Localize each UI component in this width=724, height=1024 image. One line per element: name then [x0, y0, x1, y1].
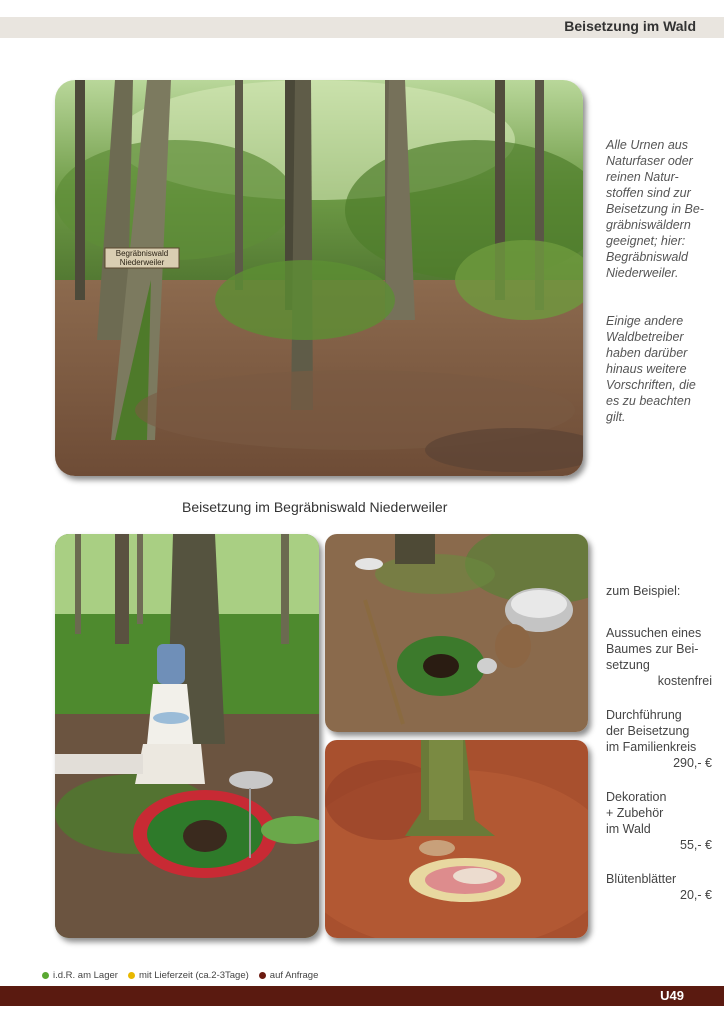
price-item-line: im Familienkreis [606, 740, 697, 754]
price-item [606, 707, 712, 771]
side-note-line: Waldbetreiber [606, 330, 684, 344]
price-list [606, 583, 712, 921]
side-note-2 [606, 313, 712, 425]
side-note-line: gilt. [606, 410, 626, 424]
price-item-line: Aussuchen eines [606, 626, 702, 640]
legend-label: auf Anfrage [269, 970, 319, 981]
availability-legend [42, 970, 318, 981]
price-item-line: der Beisetzung [606, 724, 690, 738]
price-value: 290,- € [673, 756, 712, 770]
sign-line-1: Begräbniswald [115, 249, 169, 258]
side-note-line: Naturfaser oder [606, 154, 693, 168]
legend-label: mit Lieferzeit (ca.2-3Tage) [138, 970, 249, 981]
sign-line-2: Niederweiler [119, 258, 165, 267]
price-value: 20,- € [680, 888, 712, 902]
forest-photo [55, 80, 583, 476]
price-value: kostenfrei [657, 674, 712, 688]
page-title: Beisetzung im Wald [564, 18, 696, 34]
green-dot-icon [42, 972, 49, 979]
price-item [606, 871, 712, 903]
price-item [606, 625, 712, 689]
side-note-line: reinen Natur- [606, 170, 679, 184]
footer-bar [0, 986, 724, 1006]
legend-label: i.d.R. am Lager [53, 970, 118, 981]
side-note-line: Alle Urnen aus [606, 138, 688, 152]
side-note-1 [606, 137, 712, 281]
legend-item-on-request [259, 970, 319, 981]
side-note-line: gräbniswäldern [606, 218, 691, 232]
side-note-line: haben darüber [606, 346, 688, 360]
page-number: U49 [660, 988, 684, 1003]
side-note-line: Einige andere [606, 314, 684, 328]
ceremony-photo [55, 534, 319, 938]
price-item-line: setzung [606, 658, 650, 672]
price-value: 55,- € [680, 838, 712, 852]
side-note-line: stoffen sind zur [606, 186, 691, 200]
photo-caption: Beisetzung im Begräbniswald Niederweiler [182, 499, 448, 515]
price-item-line: im Wald [606, 822, 651, 836]
side-note-line: Niederweiler. [606, 266, 679, 280]
price-item-line: Baumes zur Bei- [606, 642, 699, 656]
petals-photo [325, 740, 588, 938]
header-bar [0, 17, 724, 38]
legend-item-in-stock [42, 970, 118, 981]
price-item-line: Blütenblätter [606, 872, 677, 886]
price-item [606, 789, 712, 853]
side-note-line: hinaus weitere [606, 362, 687, 376]
price-item-line: Dekoration [606, 790, 667, 804]
brown-dot-icon [259, 972, 266, 979]
legend-item-delivery-time [128, 970, 249, 981]
yellow-dot-icon [128, 972, 135, 979]
grave-photo [325, 534, 588, 732]
price-item-line: + Zubehör [606, 806, 664, 820]
side-note-line: Begräbniswald [606, 250, 688, 264]
side-note-line: geeignet; hier: [606, 234, 686, 248]
price-list-intro: zum Beispiel: [606, 584, 681, 598]
side-note-line: Vorschriften, die [606, 378, 696, 392]
price-item-line: Durchführung [606, 708, 682, 722]
side-note-line: Beisetzung in Be- [606, 202, 704, 216]
side-note-line: es zu beachten [606, 394, 691, 408]
